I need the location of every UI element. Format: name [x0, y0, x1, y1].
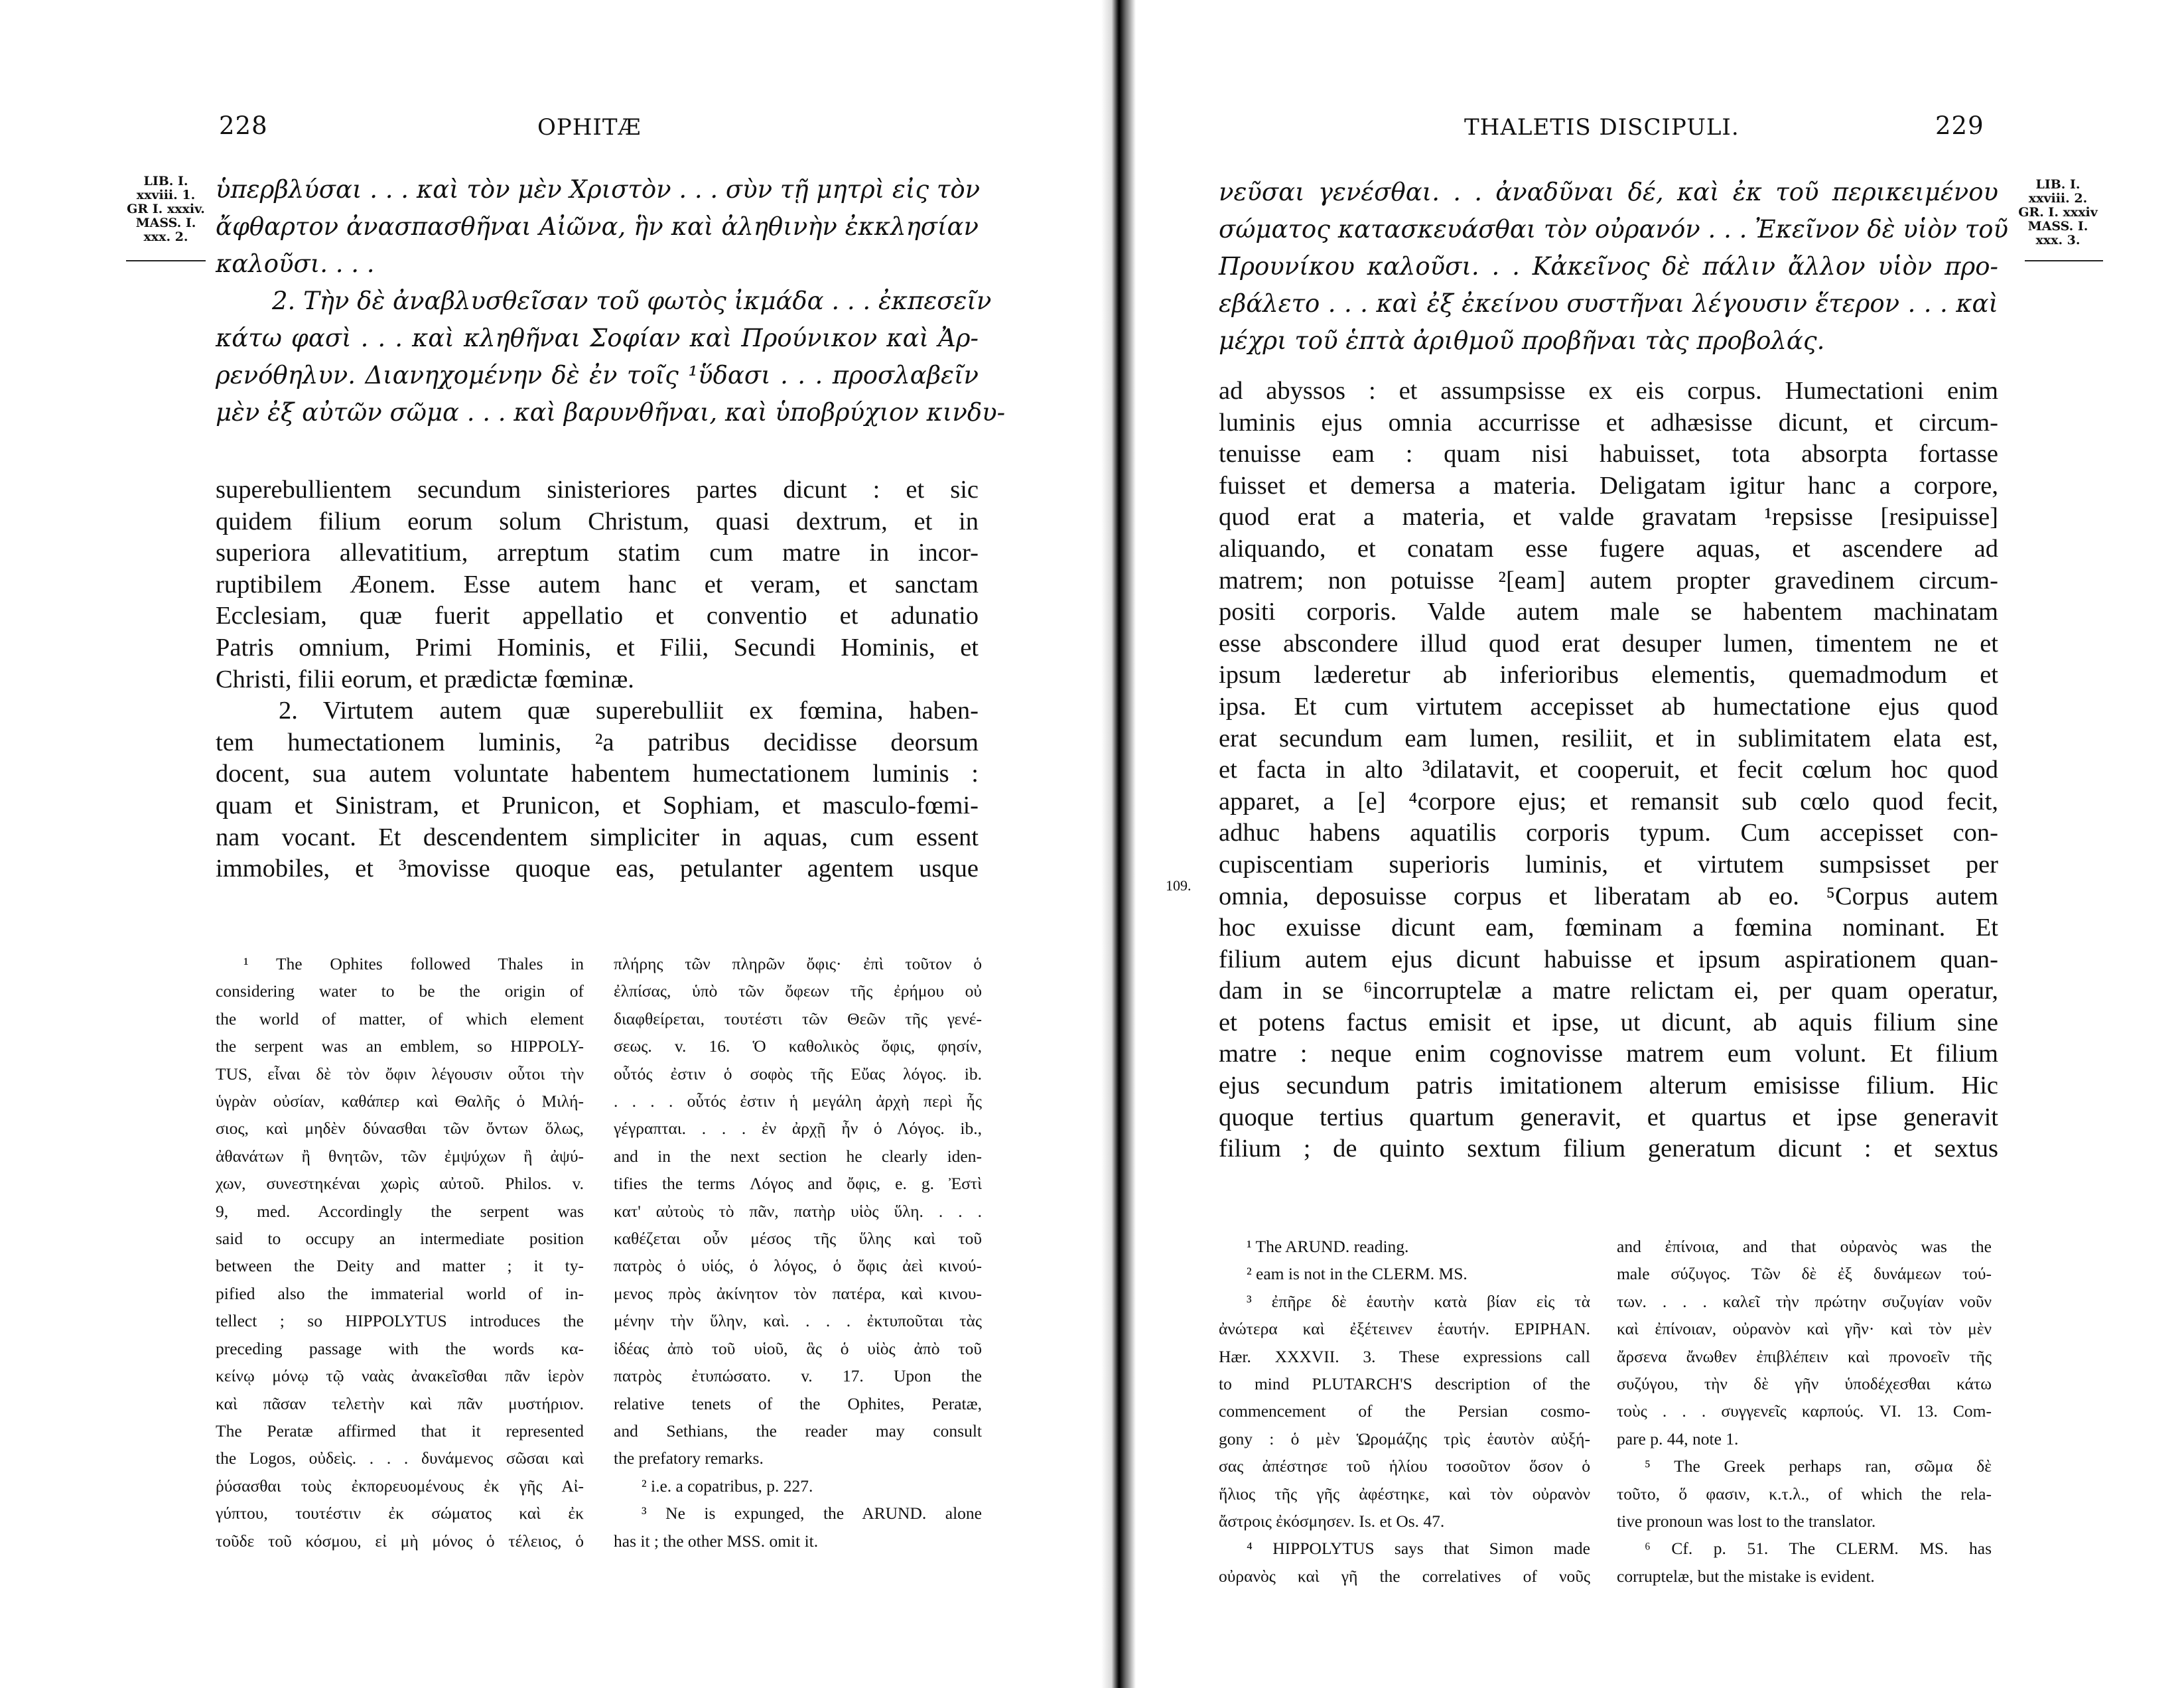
footnote-line: corruptelæ, but the mistake is evident. — [1617, 1566, 1875, 1586]
greek-line: σώματος κατασκευάσθαι τὸν οὐρανόν . . . Ἐκεῖνον δὲ υἱὸν τοῦ — [1219, 215, 2008, 244]
greek-line: ἄφθαρτον ἀνασπασθῆναι Αἰῶνα, ἣν καὶ ἀληθινὴν ἐκκλησίαν — [216, 212, 979, 241]
side-note-line: LIB. I. — [2035, 177, 2081, 192]
side-note — [119, 175, 212, 244]
greek-passage — [216, 171, 1006, 431]
footnotes-column-2 — [1617, 1233, 1992, 1590]
footnote-line: the world of matter, of which element — [216, 1009, 584, 1028]
footnote-line: ⁶ Cf. p. 51. The CLERM. MS. has — [1645, 1539, 1992, 1559]
latin-text — [216, 474, 979, 885]
page-number: 229 — [1935, 111, 1984, 140]
footnote-line: σιος, καὶ μηδὲν δύνασθαι τῶν ὄντων ὅλως, — [216, 1119, 584, 1139]
footnote-line: συζύγου, τὴν δὲ γῆν ὑποδέχεσθαι κάτω — [1617, 1374, 1992, 1394]
footnote-line: tellect ; so HIPPOLYTUS introduces the — [216, 1311, 584, 1331]
text-line: quidem filium eorum solum Christum, quasi dextrum, et in — [216, 507, 979, 535]
greek-line: Προυνίκου καλοῦσι. . . Κἀκεῖνος δὲ πάλιν ἄλλον υἱὸν προ- — [1219, 252, 1998, 281]
footnote-line: ³ ἐπῆρε δὲ ἑαυτὴν κατὰ βίαν εἰς τὰ — [1247, 1291, 1590, 1311]
side-note-line: xxviii. 2. — [2028, 191, 2088, 206]
text-line: omnia, deposuisse corpus et liberatam ab eo. ⁵Corpus autem — [1219, 882, 1998, 910]
footnote-line: ¹ The ARUND. reading. — [1247, 1237, 1409, 1256]
side-note-line: xxx. 2. — [143, 230, 188, 244]
footnote-line: to mind PLUTARCH'S description of the — [1219, 1374, 1590, 1394]
book-gutter — [1101, 0, 1136, 1688]
page-number: 228 — [219, 111, 268, 140]
greek-line: ὑπερβλύσαι . . . καὶ τὸν μὲν Χριστὸν . . . σὺν τῇ μητρὶ εἰς τὸν — [216, 175, 981, 204]
footnote-line: τοὺς . . . συγγενεῖς καρπούς. VI. 13. Com- — [1617, 1401, 1992, 1421]
footnote-line: ἄρσενα ἄνωθεν ἐπιβλέπειν καὶ προνοεῖν τῆς — [1617, 1346, 1992, 1366]
text-line: nam vocant. Et descendentem simpliciter in aquas, cum essent — [216, 823, 979, 851]
text-line: docent, sua autem voluntate habentem humectationem luminis : — [216, 760, 979, 788]
greek-line: μέχρι τοῦ ἑπτὰ ἀριθμοῦ προβῆναι τὰς προβολάς. — [1219, 326, 1825, 355]
text-line: cupiscentiam superioris luminis, et virtutem sumpsisset per — [1219, 850, 1998, 879]
text-line: apparet, a [e] ⁴corpore ejus; et remansit sub cœlo quod fecit, — [1219, 787, 1998, 815]
text-line: Christi, filii eorum, et prædictæ fœminæ. — [216, 665, 634, 693]
text-line: ad abyssos : et assumpsisse ex eis corpus. Humectationi enim — [1219, 377, 1998, 405]
footnote-line: and Sethians, the reader may consult — [614, 1421, 982, 1441]
text-line: quoque tertius quartum generavit, et quartus et ipse generavit — [1219, 1103, 1998, 1131]
margin-number: 109. — [1166, 877, 1192, 894]
footnote-line: οὐρανὸς καὶ γῆ the correlatives of νοῦς — [1219, 1566, 1590, 1586]
footnote-line: the Logos, οὐδεὶς. . . . δυνάμενος σῶσαι καὶ — [216, 1448, 584, 1468]
footnote-line: μένην τὴν ὕλην, καὶ. . . . ἐκτυποῦται τὰς — [614, 1311, 982, 1331]
footnotes-column-2 — [614, 950, 982, 1555]
footnote-line: κατ' αὐτοὺς τὸ πᾶν, πατὴρ υἱὸς ὕλη. . . . — [614, 1201, 982, 1221]
text-line: Patris omnium, Primi Hominis, et Filii, Secundi Hominis, et — [216, 633, 979, 662]
footnote-line: the prefatory remarks. — [614, 1448, 764, 1468]
footnote-line: πατρὸς ἐτυπώσατο. v. 17. Upon the — [614, 1366, 982, 1386]
footnote-line: ἥλιος τῆς γῆς ἀφέστηκε, καὶ τὸν οὐρανὸν — [1219, 1484, 1590, 1504]
footnote-line: ἄστροις ἐκόσμησεν. Is. et Os. 47. — [1219, 1512, 1445, 1531]
side-note-line: GR I. xxxiv. — [127, 202, 205, 216]
footnote-line: between the Deity and matter ; it ty- — [216, 1256, 584, 1276]
footnote-line: the serpent was an emblem, so HIPPOLY- — [216, 1036, 584, 1056]
text-line: positi corporis. Valde autem male se habentem machinatam — [1219, 598, 1998, 626]
footnote-line: καὶ ἐπίνοιαν, οὐρανὸν καὶ γῆν· καὶ τὸν μὲν — [1617, 1319, 1992, 1339]
footnote-line: διαφθείρεται, τουτέστι τῶν Θεῶν τῆς γενέ- — [614, 1009, 982, 1028]
footnote-line: οὗτός ἐστιν ὁ σοφὸς τῆς Εὔας λόγος. ib. — [614, 1064, 982, 1084]
text-line: erat secundum eam lumen, resiliit, et in sublimitatem elata est, — [1219, 724, 1998, 752]
footnote-line: 9, med. Accordingly the serpent was — [216, 1201, 584, 1221]
footnote-line: πατρὸς ὁ υἱός, ὁ λόγος, ὁ ὄφις ἀεὶ κινού- — [614, 1256, 982, 1276]
text-line: quod erat a materia, et valde gravatam ¹repsisse [resipuisse] — [1219, 503, 1998, 531]
right-page — [1136, 0, 2184, 1688]
footnote-line: ὑγρὰν οὐσίαν, καθάπερ καὶ Θαλῆς ὁ Μιλή- — [216, 1091, 584, 1111]
side-note-line: xxx. 3. — [2035, 233, 2081, 247]
text-line: esse abscondere illud quod erat desuper lumen, timentem ne et — [1219, 629, 1998, 658]
text-line: filium ; de quinto sextum filium generatum dicunt : et sextus — [1219, 1135, 1998, 1163]
footnote-line: ¹ The Ophites followed Thales in — [243, 954, 584, 973]
footnote-line: . . . . οὗτός ἐστιν ἡ μεγάλη ἀρχὴ περὶ ἧς — [614, 1091, 982, 1111]
footnote-line: ² i.e. a copatribus, p. 227. — [642, 1476, 813, 1496]
footnote-line: preceding passage with the words κα- — [216, 1338, 584, 1358]
side-note-line: LIB. I. — [143, 174, 188, 188]
footnote-line: σεως. v. 16. Ὁ καθολικὸς ὄφις, φησίν, — [614, 1036, 982, 1056]
text-line: ipsum læderetur ab inferioribus elementis, quemadmodum et — [1219, 661, 1998, 689]
footnote-line: καθέζεται οὖν μέσος τῆς ὕλης καὶ τοῦ — [614, 1229, 982, 1249]
footnote-line: ἐλπίσας, ὑπὸ τῶν ὄφεων τῆς ἐρήμου οὐ — [614, 981, 982, 1001]
text-line: ejus secundum patris imitationem alterum emisisse filium. Hic — [1219, 1072, 1998, 1100]
text-line: quam et Sinistram, et Prunicon, et Sophiam, et masculo-fœmi- — [216, 791, 979, 819]
greek-line: μὲν ἐξ αὐτῶν σῶμα . . . καὶ βαρυνθῆναι, καὶ ὑποβρύχιον κινδυ- — [216, 398, 1006, 427]
footnote-line: ἀνώτερα καὶ ἐξέτεινεν ἑαυτήν. EPIPHAN. — [1219, 1319, 1590, 1339]
greek-line: 2. Τὴν δὲ ἀναβλυσθεῖσαν τοῦ φωτὸς ἰκμάδα . . . ἐκπεσεῖν — [272, 287, 992, 315]
footnote-line: pified also the immaterial world of in- — [216, 1283, 584, 1303]
footnote-line: σας ἀπέστησε τοῦ ἡλίου τοσοῦτον ὅσον ὁ — [1219, 1456, 1590, 1476]
footnote-line: ³ Ne is expunged, the ARUND. alone — [642, 1504, 982, 1523]
text-line: aliquando, et conatam esse fugere aquas, et ascendere ad — [1219, 534, 1998, 563]
greek-line: ρενόθηλυν. Διανηχομένην δὲ ἐν τοῖς ¹ὕδασι . . . προσλαβεῖν — [216, 361, 979, 389]
footnote-line: and in the next section he clearly iden- — [614, 1146, 982, 1166]
footnote-line: τοῦδε τοῦ κόσμου, εἰ μὴ μόνος ὁ τέλειος, ὁ — [216, 1531, 584, 1551]
text-line: dam in se ⁶incorruptelæ a matre relictam ei, per quam operatur, — [1219, 977, 1998, 1005]
footnote-line: pare p. 44, note 1. — [1617, 1429, 1739, 1448]
footnote-line: ² eam is not in the CLERM. MS. — [1247, 1264, 1467, 1284]
footnote-line: κείνῳ μόνῳ τῷ ναὰς ἀνακεῖσθαι πᾶν ἱερὸν — [216, 1366, 584, 1386]
footnotes-column-1 — [216, 950, 584, 1555]
text-line: Ecclesiam, quæ fuerit appellatio et conventio et adunatio — [216, 602, 979, 630]
side-note-rule — [126, 260, 206, 261]
text-line: matre : neque enim cognovisse matrem eum volunt. Et filium — [1219, 1040, 1998, 1068]
footnote-line: πλήρης τῶν πληρῶν ὄφις· ἐπὶ τοῦτον ὁ — [614, 954, 982, 973]
footnote-line: ⁴ HIPPOLYTUS says that Simon made — [1247, 1539, 1590, 1559]
running-head: THALETIS DISCIPULI. — [1464, 114, 1740, 141]
text-line: hoc exuisse dicunt eam, fœminam a fœmina nominant. Et — [1219, 914, 1998, 942]
footnote-line: ῥύσασθαι τοὺς ἐκπορευομένους ἐκ γῆς Αἰ- — [216, 1476, 584, 1496]
side-note-line: GR. I. xxxiv — [2018, 205, 2098, 220]
running-head: OPHITÆ — [537, 114, 642, 141]
footnote-line: γύπτου, τουτέστιν ἐκ σώματος καὶ ἐκ — [216, 1504, 584, 1523]
footnote-line: γέγραπται. . . . ἐν ἀρχῇ ἦν ὁ Λόγος. ib., — [614, 1119, 982, 1139]
text-line: 2. Virtutem autem quæ superebulliit ex fœmina, haben- — [279, 697, 979, 725]
footnote-line: gony : ὁ μὲν Ὡρομάζης τρὶς ἑαυτὸν αὐξή- — [1219, 1429, 1590, 1448]
footnote-line: ἰδέας ἀπὸ τοῦ υἱοῦ, ἃς ὁ υἱὸς ἀπὸ τοῦ — [614, 1338, 982, 1358]
side-note-rule — [2025, 260, 2103, 261]
footnote-line: commencement of the Persian cosmo- — [1219, 1401, 1590, 1421]
footnote-line: considering water to be the origin of — [216, 981, 584, 1001]
greek-line: εβάλετο . . . καὶ ἐξ ἐκείνου συστῆναι λέγουσιν ἕτερον . . . καὶ — [1219, 289, 1998, 318]
side-note-line: MASS. I. — [135, 216, 196, 230]
footnote-line: Hær. XXXVII. 3. These expressions call — [1219, 1346, 1590, 1366]
text-line: et potens factus emisit et ipse, ut dicunt, ab aquis filium sine — [1219, 1008, 1998, 1036]
text-line: superiora allevatitium, arreptum statim cum matre in incor- — [216, 539, 979, 567]
footnote-line: tive pronoun was lost to the translator. — [1617, 1512, 1876, 1531]
text-line: tem humectationem luminis, ²a patribus decidisse deorsum — [216, 728, 979, 756]
footnote-line: μενος πρὸς ἀκίνητον τὸν πατέρα, καὶ κινου- — [614, 1283, 982, 1303]
footnote-line: καὶ πᾶσαν τελετὴν καὶ πᾶν μυστήριον. — [216, 1393, 584, 1413]
text-line: tenuisse eam : quam nisi habuisset, tota absorpta fortasse — [1219, 440, 1998, 468]
footnote-line: said to occupy an intermediate position — [216, 1229, 584, 1249]
text-line: filium autem ejus dicunt habuisse et ipsum aspirationem quan- — [1219, 945, 1998, 973]
text-line: adhuc habens aquatilis corporis typum. Cum accepisset con- — [1219, 819, 1998, 847]
text-line: luminis ejus omnia accurrisse et adhæsisse dicunt, et circum- — [1219, 408, 1998, 437]
footnote-line: ⁵ The Greek perhaps ran, σῶμα δὲ — [1645, 1456, 1992, 1476]
footnote-line: των. . . . καλεῖ τὴν πρώτην συζυγίαν νοῦν — [1617, 1291, 1992, 1311]
footnote-line: The Peratæ affirmed that it represented — [216, 1421, 584, 1441]
text-line: immobiles, et ³movisse quoque eas, petulanter agentem usque — [216, 855, 979, 883]
footnote-line: has it ; the other MSS. omit it. — [614, 1531, 819, 1551]
footnote-line: TUS, εἶναι δὲ τὸν ὄφιν λέγουσιν οὗτοι τὴν — [216, 1064, 584, 1084]
footnotes-column-1 — [1219, 1233, 1590, 1590]
text-line: fuisset et demersa a materia. Deligatam igitur hanc a corpore, — [1219, 471, 1998, 500]
footnote-line: τοῦτο, ὅ φασιν, κ.τ.λ., of which the rela- — [1617, 1484, 1992, 1504]
greek-line: νεῦσαι γενέσθαι. . . ἀναδῦναι δέ, καὶ ἐκ τοῦ περικειμένου — [1219, 178, 1998, 206]
footnote-line: tifies the terms Λόγος and ὄφις, e. g. Ἐστὶ — [614, 1174, 982, 1194]
footnote-line: male σύζυγος. Τῶν δὲ ἐξ δυνάμεων τού- — [1617, 1264, 1992, 1284]
text-line: et facta in alto ³dilatavit, et cooperuit, et fecit cœlum hoc quod — [1219, 756, 1998, 784]
footnote-line: χων, συνεστηκέναι χωρὶς αὐτοῦ. Philos. v. — [216, 1174, 584, 1194]
side-note-line: MASS. I. — [2027, 219, 2088, 234]
text-line: superebullientem secundum sinisteriores partes dicunt : et sic — [216, 476, 979, 504]
side-note-line: xxviii. 1. — [136, 188, 196, 202]
text-line: matrem; non potuisse ²[eam] autem propter gravedinem circum- — [1219, 566, 1998, 595]
latin-text — [1219, 376, 1998, 1165]
greek-line: καλοῦσι. . . . — [216, 249, 375, 278]
footnote-line: and ἐπίνοια, and that οὐρανὸς was the — [1617, 1237, 1992, 1256]
text-line: ipsa. Et cum virtutem accepisset ab humectatione ejus quod — [1219, 692, 1998, 721]
footnote-line: ἀθανάτων ἢ θνητῶν, τῶν ἐμψύχων ἢ ἀψύ- — [216, 1146, 584, 1166]
text-line: ruptibilem Æonem. Esse autem hanc et veram, et sanctam — [216, 570, 979, 598]
greek-passage — [1219, 174, 2008, 360]
greek-line: κάτω φασὶ . . . καὶ κληθῆναι Σοφίαν καὶ Προύνικον καὶ Ἀρ- — [216, 324, 979, 352]
side-note — [2012, 178, 2104, 247]
footnote-line: relative tenets of the Ophites, Peratæ, — [614, 1393, 982, 1413]
